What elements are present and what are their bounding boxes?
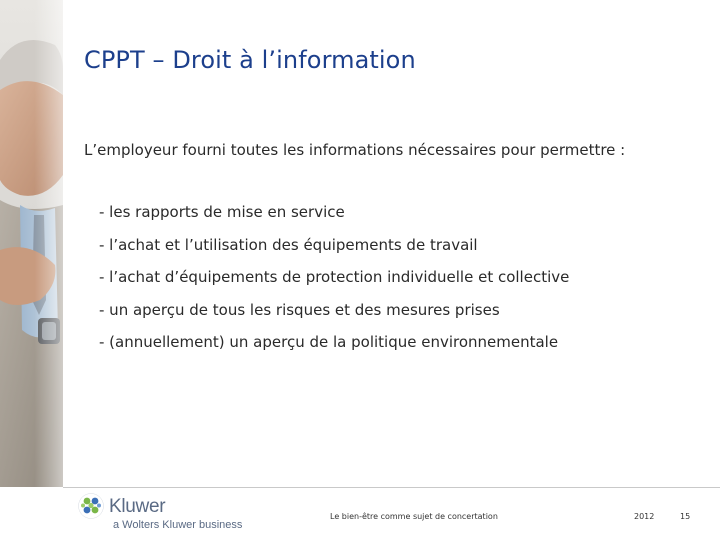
footer-year: 2012 (634, 512, 655, 521)
footer-caption: Le bien-être comme sujet de concertation (330, 512, 498, 521)
slide-title: CPPT – Droit à l’information (84, 46, 416, 74)
logo-tagline: a Wolters Kluwer business (113, 519, 243, 531)
wolters-kluwer-logo-icon (78, 493, 104, 519)
list-item: - les rapports de mise en service (99, 203, 345, 221)
footer-divider (63, 487, 720, 488)
logo-wordmark: Kluwer (109, 496, 166, 517)
list-item: - l’achat d’équipements de protection individuelle et collective (99, 268, 570, 287)
page-number: 15 (680, 512, 691, 521)
bullet-list (99, 203, 569, 366)
list-item: - un aperçu de tous les risques et des mesures prises (99, 300, 500, 319)
list-item: - l’achat et l’utilisation des équipements de travail (99, 235, 478, 254)
business-man-photo (0, 0, 63, 487)
company-logo (78, 493, 258, 535)
intro-text: L’employeur fourni toutes les informations nécessaires pour permettre : (84, 141, 626, 159)
list-item: - (annuellement) un aperçu de la politique environnementale (99, 333, 559, 352)
